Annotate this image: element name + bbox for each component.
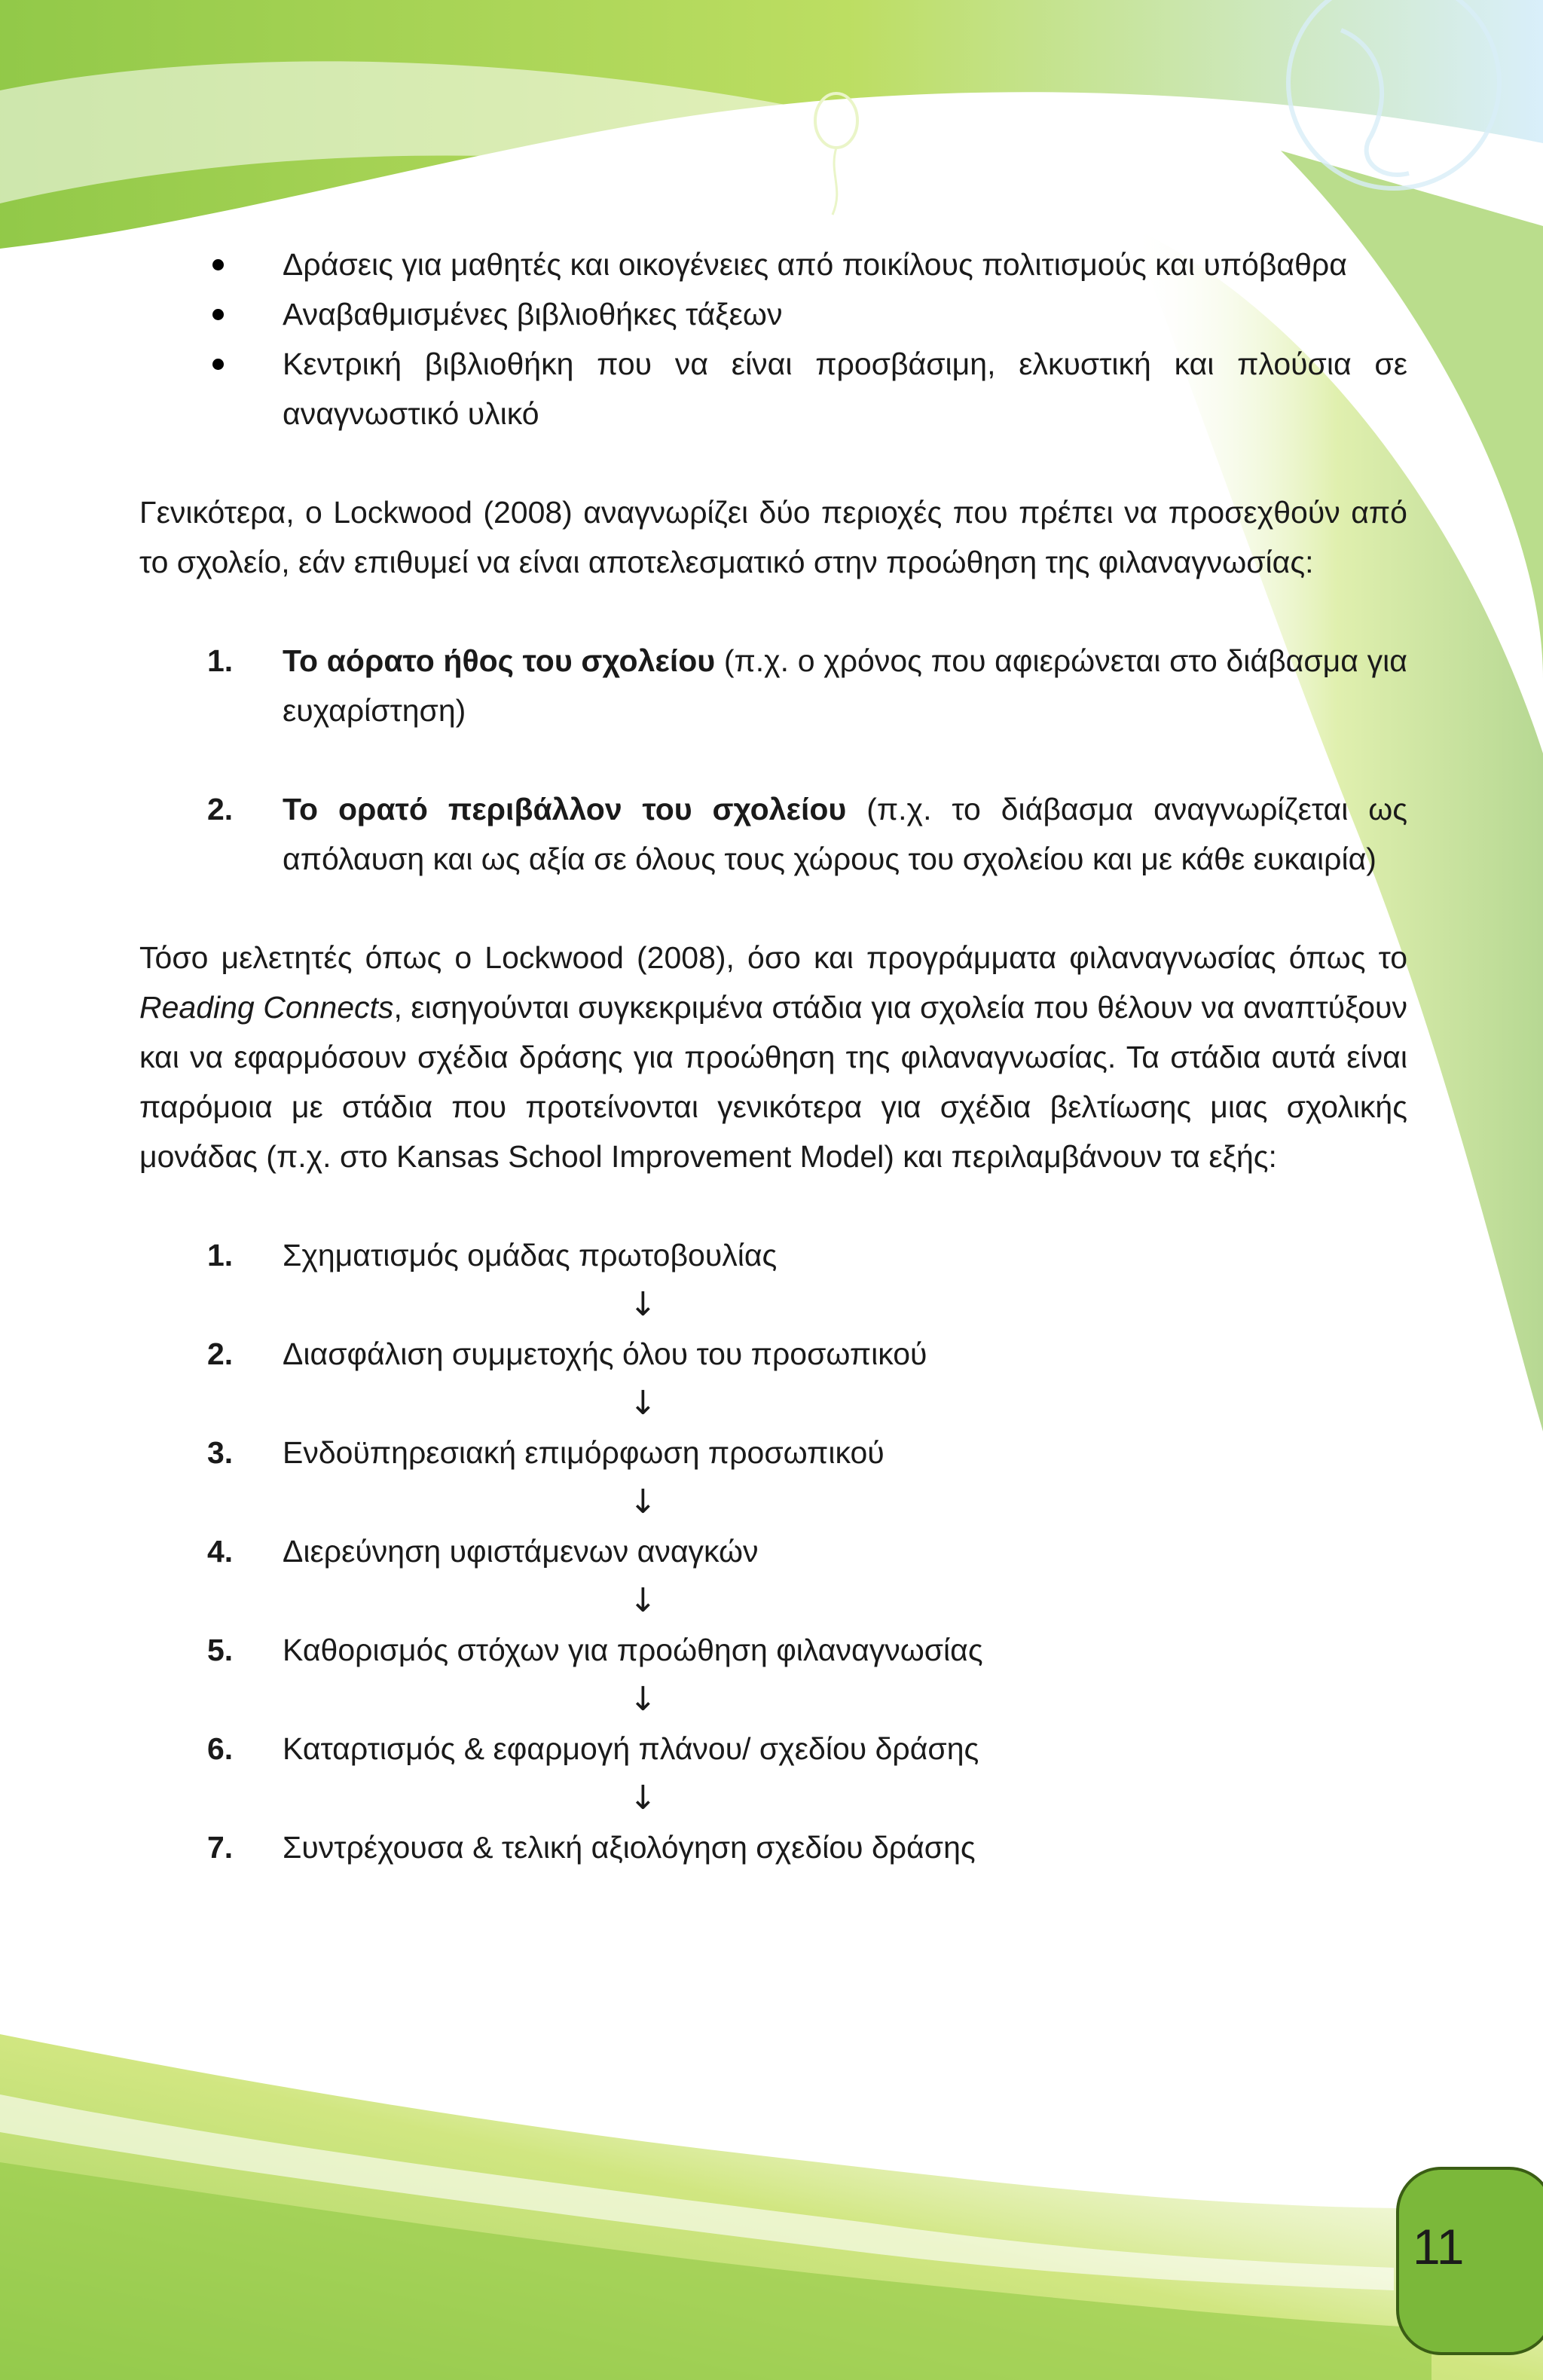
- stage-text: Σχηματισμός ομάδας πρωτοβουλίας: [283, 1238, 778, 1272]
- area-title: Το ορατό περιβάλλον του σχολείου: [283, 792, 847, 826]
- paragraph-stages-intro: [139, 933, 1407, 1181]
- arrow-down-icon: ↓: [629, 1779, 657, 1817]
- stage-number: 4.: [207, 1534, 234, 1569]
- stage-text: Συντρέχουσα & τελική αξιολόγηση σχεδίου δράσης: [283, 1830, 976, 1865]
- bullet-list: [139, 240, 1407, 438]
- bullet-item: [139, 289, 1407, 339]
- stage-item-7: [139, 1822, 1407, 1872]
- stages-flow: [139, 1230, 1407, 1872]
- paragraph-lockwood-areas: Γενικότερα, ο Lockwood (2008) αναγνωρίζει δύο περιοχές που πρέπει να προσεχθούν από το σχολείο, εάν επιθυμεί να είναι αποτελεσματικό στην προώθηση της φιλαναγνωσίας:: [139, 495, 1407, 579]
- stage-item-4: [139, 1526, 1407, 1576]
- bullet-text: Αναβαθμισμένες βιβλιοθήκες τάξεων: [283, 297, 783, 331]
- stage-item-3: [139, 1428, 1407, 1477]
- stage-text: Καθορισμός στόχων για προώθηση φιλαναγνωσίας: [283, 1633, 983, 1667]
- stage-item-1: [139, 1230, 1407, 1280]
- stage-item-2: [139, 1329, 1407, 1379]
- area-item-2: [139, 784, 1407, 884]
- bullet-text: Δράσεις για μαθητές και οικογένειες από ποικίλους πολιτισμούς και υπόβαθρα: [283, 247, 1347, 282]
- page-content: [139, 240, 1407, 1872]
- area-number: 1.: [207, 643, 234, 678]
- stage-item-6: [139, 1724, 1407, 1774]
- arrow-down-icon: ↓: [629, 1680, 657, 1719]
- bullet-item: [139, 339, 1407, 438]
- arrow-down-icon: ↓: [629, 1581, 657, 1620]
- arrow-down-icon: ↓: [629, 1285, 657, 1324]
- stage-text: Ενδοϋπηρεσιακή επιμόρφωση προσωπικού: [283, 1435, 885, 1470]
- bullet-dot-icon: [212, 259, 224, 270]
- stage-number: 6.: [207, 1731, 234, 1766]
- area-item-1: [139, 636, 1407, 735]
- stage-number: 1.: [207, 1238, 234, 1272]
- stage-text: Διασφάλιση συμμετοχής όλου του προσωπικού: [283, 1337, 927, 1371]
- arrow-down-icon: ↓: [629, 1483, 657, 1521]
- stage-number: 5.: [207, 1633, 234, 1667]
- program-name: Reading Connects: [139, 990, 394, 1025]
- stage-text: Καταρτισμός & εφαρμογή πλάνου/ σχεδίου δράσης: [283, 1731, 979, 1766]
- para-text-after: , εισηγούνται συγκεκριμένα στάδια για σχολεία που θέλουν να αναπτύξουν και να εφαρμόσουν σχέδια δράσης για προώθηση της φιλαναγνωσίας. Τα στάδια αυτά είναι παρόμοια με στάδια που προτείνονται γενικότερα για σχέδια βελτίωσης μιας σχολικής μονάδας (π.χ. στο Kansas School Improvement Model) και περιλαμβάνουν τα εξής:: [139, 990, 1407, 1174]
- stage-number: 7.: [207, 1830, 234, 1865]
- area-text: (π.χ. ο χρόνος που αφιερώνεται στο διάβασμα για ευχαρίστηση): [283, 643, 1407, 728]
- arrow-down-icon: ↓: [629, 1384, 657, 1422]
- stage-number: 2.: [207, 1337, 234, 1371]
- page-number-badge: [1396, 2167, 1543, 2355]
- bullet-dot-icon: [212, 309, 224, 320]
- stage-number: 3.: [207, 1435, 234, 1470]
- stage-text: Διερεύνηση υφιστάμενων αναγκών: [283, 1534, 759, 1569]
- bullet-text: Κεντρική βιβλιοθήκη που να είναι προσβάσιμη, ελκυστική και πλούσια σε αναγνωστικό υλικό: [283, 347, 1407, 431]
- stage-item-5: [139, 1625, 1407, 1675]
- bullet-item: [139, 240, 1407, 289]
- area-number: 2.: [207, 792, 234, 826]
- area-text: (π.χ. το διάβασμα αναγνωρίζεται ως απόλαυση και ως αξία σε όλους τους χώρους του σχολείου και με κάθε ευκαιρία): [283, 792, 1407, 876]
- page-number: 11: [1413, 2219, 1465, 2275]
- area-title: Το αόρατο ήθος του σχολείου: [283, 643, 716, 678]
- bullet-dot-icon: [212, 359, 224, 370]
- para-text-before: Τόσο μελετητές όπως ο Lockwood (2008), όσο και προγράμματα φιλαναγνωσίας όπως το: [139, 940, 1407, 975]
